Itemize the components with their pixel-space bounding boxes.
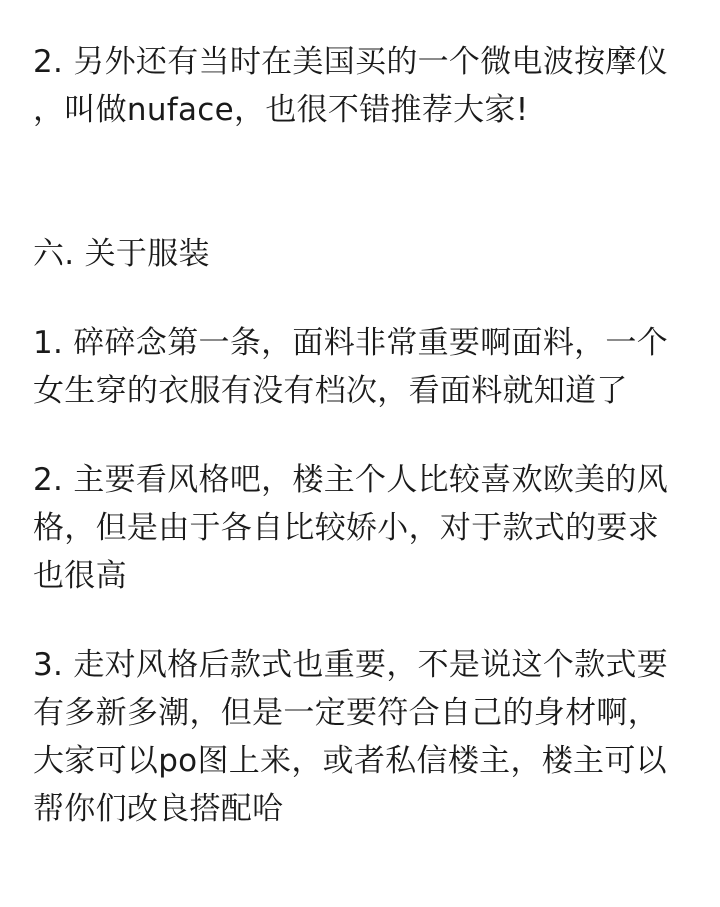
- text-line: 3. 走对风格后款式也重要，不是说这个款式要: [33, 647, 669, 683]
- spacer: [33, 600, 693, 641]
- text-line: 2. 另外还有当时在美国买的一个微电波按摩仪: [33, 44, 669, 80]
- text-line: 2. 主要看风格吧，楼主个人比较喜欢欧美的风: [33, 462, 669, 498]
- text-line: 女生穿的衣服有没有档次，看面料就知道了: [33, 373, 628, 409]
- section-heading: 六. 关于服装: [33, 236, 210, 272]
- paragraph-cut: [33, 641, 693, 833]
- paragraph-style: [33, 456, 693, 600]
- spacer: [33, 278, 693, 319]
- text-line: 1. 碎碎念第一条，面料非常重要啊面料，一个: [33, 325, 669, 361]
- text-line: 格，但是由于各自比较娇小，对于款式的要求: [33, 510, 659, 546]
- paragraph-fabric: [33, 319, 693, 415]
- text-line: ，叫做nuface，也很不错推荐大家!: [33, 92, 529, 128]
- text-line: 有多新多潮，但是一定要符合自己的身材啊，: [33, 695, 659, 731]
- spacer: [33, 415, 693, 456]
- post-body: [33, 38, 693, 833]
- spacer: [33, 134, 693, 230]
- text-line: 也很高: [33, 558, 127, 594]
- text-line: 大家可以po图上来，或者私信楼主，楼主可以: [33, 743, 667, 779]
- paragraph-massager: [33, 38, 693, 134]
- text-line: 帮你们改良搭配哈: [33, 791, 284, 827]
